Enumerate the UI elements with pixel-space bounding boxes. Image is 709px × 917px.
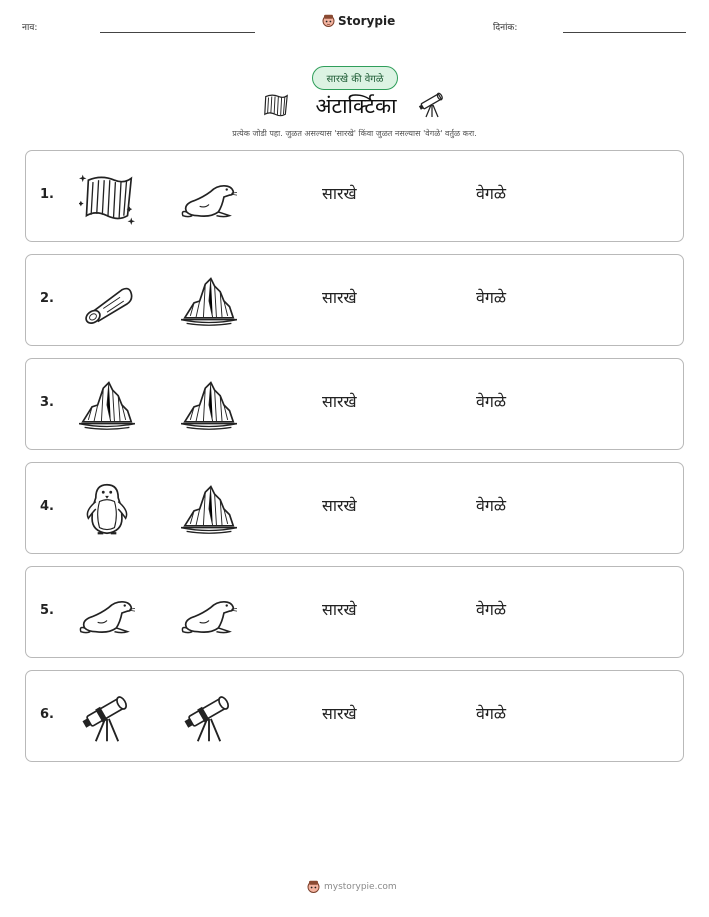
name-field[interactable]: [100, 32, 255, 33]
question-row-3: [25, 358, 684, 450]
page-title: अंटार्क्टिका: [315, 94, 397, 118]
different-option[interactable]: वेगळे: [476, 392, 507, 411]
same-option[interactable]: सारखे: [322, 496, 357, 515]
different-option[interactable]: वेगळे: [476, 288, 507, 307]
activity-badge: सारखे की वेगळे: [312, 66, 398, 90]
same-option[interactable]: सारखे: [322, 392, 357, 411]
telescope-icon: [417, 89, 447, 119]
different-option[interactable]: वेगळे: [476, 496, 507, 515]
brand-name: Storypie: [338, 14, 396, 28]
seal-icon: [78, 585, 136, 641]
question-row-1: [25, 150, 684, 242]
same-option[interactable]: सारखे: [322, 288, 357, 307]
telescope-icon: [78, 689, 136, 745]
iceberg-icon: [180, 273, 238, 329]
different-option[interactable]: वेगळे: [476, 600, 507, 619]
log-icon: [78, 273, 136, 329]
question-number: 5.: [40, 603, 54, 618]
question-row-6: [25, 670, 684, 762]
same-option[interactable]: सारखे: [322, 600, 357, 619]
iceberg-icon: [180, 377, 238, 433]
date-label: दिनांक:: [493, 23, 518, 33]
footer-url: mystorypie.com: [324, 882, 397, 892]
aurora-icon: [262, 90, 290, 118]
footer: [307, 880, 397, 894]
seal-icon: [180, 585, 238, 641]
storypie-mascot-icon: [322, 14, 335, 28]
iceberg-icon: [180, 481, 238, 537]
aurora-icon: [78, 169, 136, 225]
seal-icon: [180, 169, 238, 225]
question-row-5: [25, 566, 684, 658]
question-number: 6.: [40, 707, 54, 722]
different-option[interactable]: वेगळे: [476, 184, 507, 203]
same-option[interactable]: सारखे: [322, 184, 357, 203]
question-row-2: [25, 254, 684, 346]
storypie-mascot-icon: [307, 880, 320, 894]
telescope-icon: [180, 689, 238, 745]
question-row-4: [25, 462, 684, 554]
instructions-text: प्रत्येक जोडी पहा. जुळत असल्यास 'सारखे' किंवा जुळत नसल्यास 'वेगळे' वर्तुळ करा.: [232, 129, 477, 138]
different-option[interactable]: वेगळे: [476, 704, 507, 723]
question-number: 4.: [40, 499, 54, 514]
name-label: नाव:: [22, 23, 38, 33]
iceberg-icon: [78, 377, 136, 433]
question-number: 3.: [40, 395, 54, 410]
brand-logo: [322, 14, 395, 28]
question-number: 2.: [40, 291, 54, 306]
same-option[interactable]: सारखे: [322, 704, 357, 723]
date-field[interactable]: [563, 32, 686, 33]
penguin-icon: [78, 481, 136, 537]
question-number: 1.: [40, 187, 54, 202]
